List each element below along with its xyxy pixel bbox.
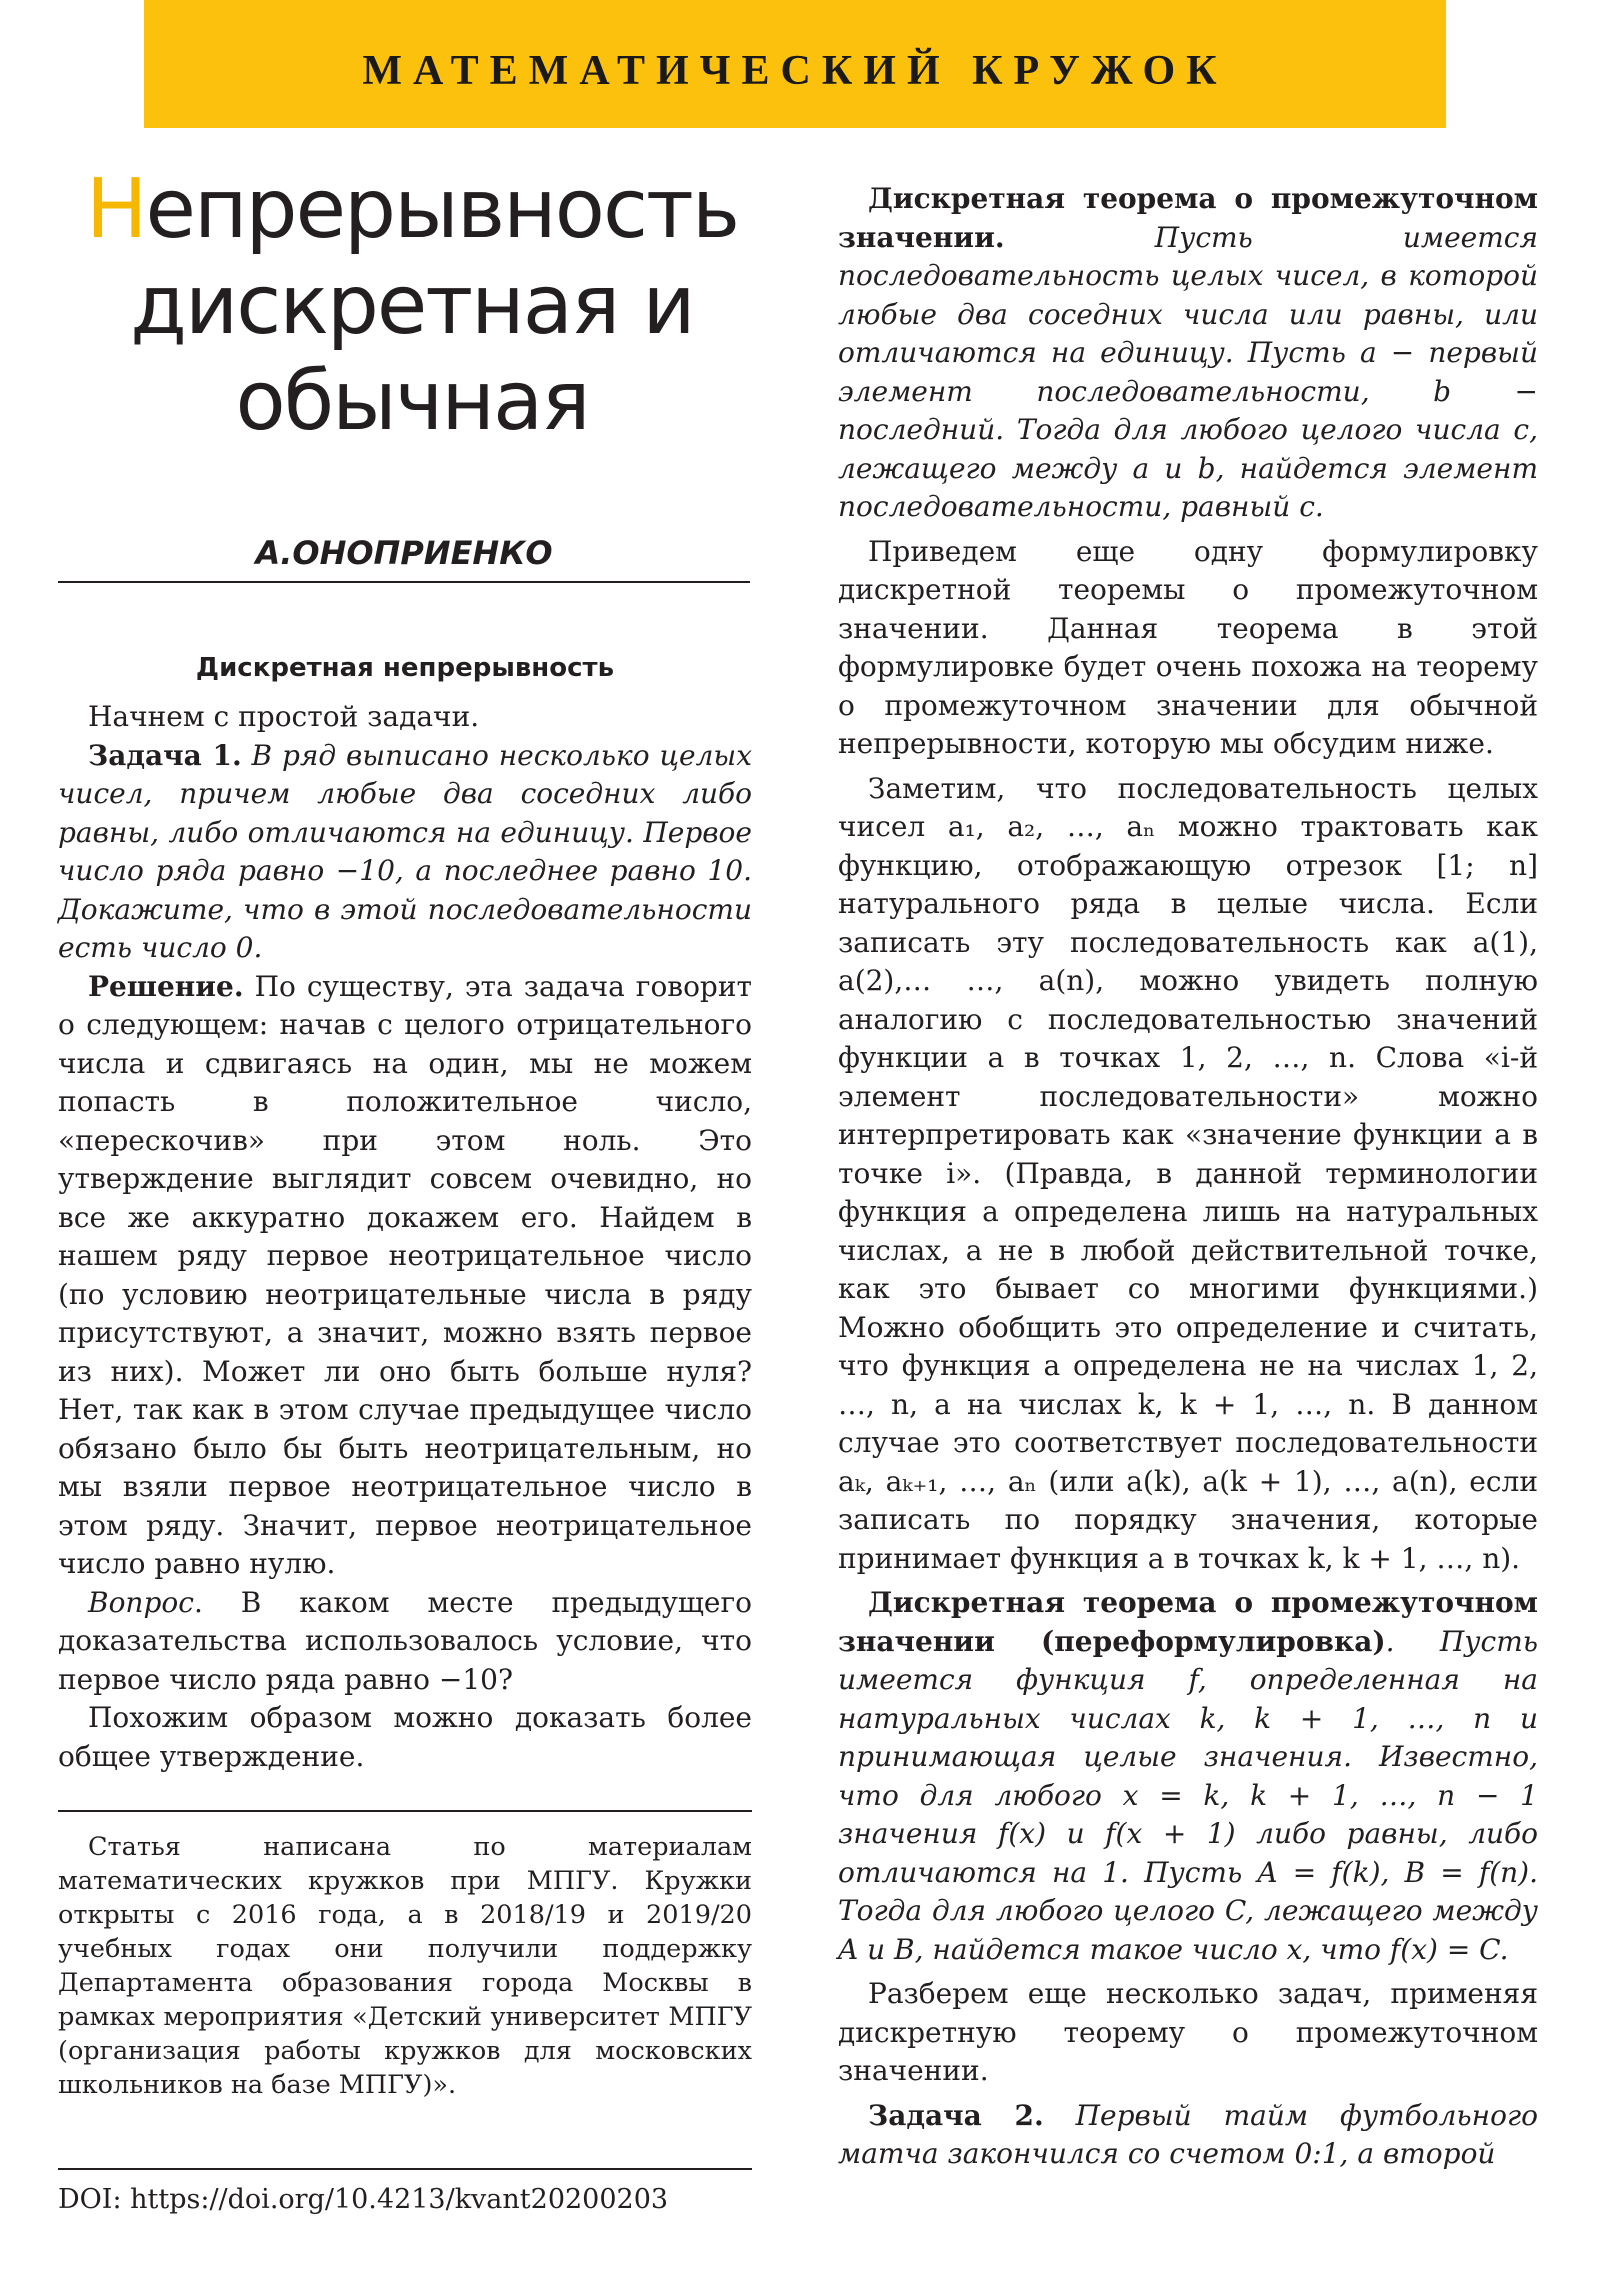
banner-title: МАТЕМАТИЧЕСКИЙ КРУЖОК — [362, 48, 1228, 94]
header-banner — [144, 0, 1446, 128]
solution-text: По существу, эта задача говорит о следующем: начав с целого отрицательного числа и сдвигаясь на один, мы не можем попасть в положительное число, «перескочив» при этом ноль. Это утверждение выглядит совсем очевидно, но все же аккуратно докажем его. Найдем в нашем ряду первое неотрицательное число (по условию неотрицательные числа в ряду присутствуют, а значит, можно взять первое из них). Может ли оно быть больше нуля? Нет, так как в этом случае предыдущее число обязано было бы быть неотрицательным, но мы взяли первое неотрицательное число в этом ряду. Значит, первое неотрицательное число равно нулю. — [58, 969, 753, 1580]
similar-paragraph: Похожим образом можно доказать более общее утверждение. — [58, 1701, 752, 1773]
title-initial-letter: Н — [85, 162, 146, 257]
task-2-text: Первый тайм футбольного матча закончился со счетом 0:1, а второй — [838, 2098, 1538, 2170]
question-text: . В каком месте предыдущего доказательства использовалось условие, что первое число ряда равно −10? — [58, 1585, 752, 1696]
task-1-label: Задача 1. — [88, 738, 242, 772]
more-tasks-paragraph: Разберем еще несколько задач, применяя дискретную теорему о промежуточном значении. — [838, 1977, 1538, 2087]
footnote — [58, 1830, 752, 2102]
solution-label: Решение. — [88, 969, 244, 1003]
theorem-1-label: Дискретная теорема о промежуточном значении. — [838, 182, 1538, 254]
article-title — [62, 162, 762, 450]
footnote-divider — [58, 1810, 752, 1812]
theorem-2-label: Дискретная теорема о промежуточном значении (переформулировка) — [838, 1586, 1538, 1658]
title-line-1: епрерывность — [145, 162, 739, 257]
author-divider — [58, 581, 750, 583]
task-1-text: В ряд выписано несколько целых чисел, причем любые два соседних либо равны, либо отличаются на единицу. Первое число ряда равно −10, а последнее равно 10. Докажите, что в этой последовательности есть число 0. — [58, 738, 752, 964]
doi-line: DOI: https://doi.org/10.4213/kvant20200203 — [58, 2184, 669, 2215]
sequence-as-function-paragraph: Заметим, что последовательность целых чисел a₁, a₂, …, aₙ можно трактовать как функцию, отображающую отрезок [1; n] натурального ряда в целые числа. Если записать эту последовательность как a(1), a(2),… …, a(n), можно увидеть полную аналогию с последовательностью значений функции a в точках 1, 2, …, n. Слова «i-й элемент последовательности» можно интерпретировать как «значение функции a в точке i». (Правда, в данной терминологии функция a определена лишь на натуральных числах, а не в любой действительной точке, как это бывает со многими функциями.) Можно обобщить это определение и считать, что функция a определена не на числах 1, 2, …, n, а на числах k, k + 1, …, n. В данном случае это соответствует последовательности aₖ, aₖ₊₁, …, aₙ (или a(k), a(k + 1), …, a(n), если записать по порядку значения, которые принимает функция a в точках k, k + 1, …, n). — [838, 771, 1538, 1575]
theorem-2-paragraph — [838, 1584, 1538, 1969]
theorem-1-paragraph — [838, 180, 1538, 527]
title-line-3: обычная — [235, 354, 589, 449]
intro-paragraph: Начнем с простой задачи. — [88, 700, 480, 733]
solution-paragraph — [58, 968, 752, 1584]
theorem-2-text: . Пусть имеется функция f, определенная на натуральных числах k, k + 1, …, n и принимающая целые значения. Известно, что для любого x = k, k + 1, …, n − 1 значения f(x) и f(x + 1) либо равны, либо отличаются на 1. Пусть A = f(k), B = f(n). Тогда для любого целого C, лежащего между A и B, найдется такое число x, что f(x) = C. — [838, 1624, 1538, 1966]
theorem-1-text: Пусть имеется последовательность целых чисел, в которой любые два соседних числа или равны, или отличаются на единицу. Пусть a − первый элемент последовательности, b − последний. Тогда для любого целого числа c, лежащего между a и b, найдется элемент последовательности, равный c. — [838, 220, 1539, 523]
footnote-text: Статья написана по материалам математических кружков при МПГУ. Кружки открыты с 2016 года, а в 2018/19 и 2019/20 учебных годах они получили поддержку Департамента образования города Москвы в рамках мероприятия «Детский университет МПГУ (организация работы кружков для московских школьников на базе МПГУ)». — [58, 1832, 752, 2100]
right-column — [838, 180, 1538, 2174]
question-paragraph — [58, 1584, 752, 1700]
task-1-paragraph — [58, 737, 752, 968]
author-name: А.ОНОПРИЕНКО — [255, 534, 553, 572]
title-line-2: дискретная и — [130, 258, 694, 353]
task-2-label: Задача 2. — [868, 2098, 1044, 2132]
reformulation-intro-paragraph: Приведем еще одну формулировку дискретной теоремы о промежуточном значении. Данная теорема в этой формулировке будет очень похожа на теорему о промежуточном значении для обычной непрерывности, которую мы обсудим ниже. — [838, 534, 1538, 760]
section-heading: Дискретная непрерывность — [195, 653, 615, 683]
task-2-paragraph — [838, 2097, 1538, 2174]
left-column — [58, 650, 752, 1776]
question-label: Вопрос — [88, 1585, 194, 1619]
doi-divider — [58, 2168, 752, 2170]
